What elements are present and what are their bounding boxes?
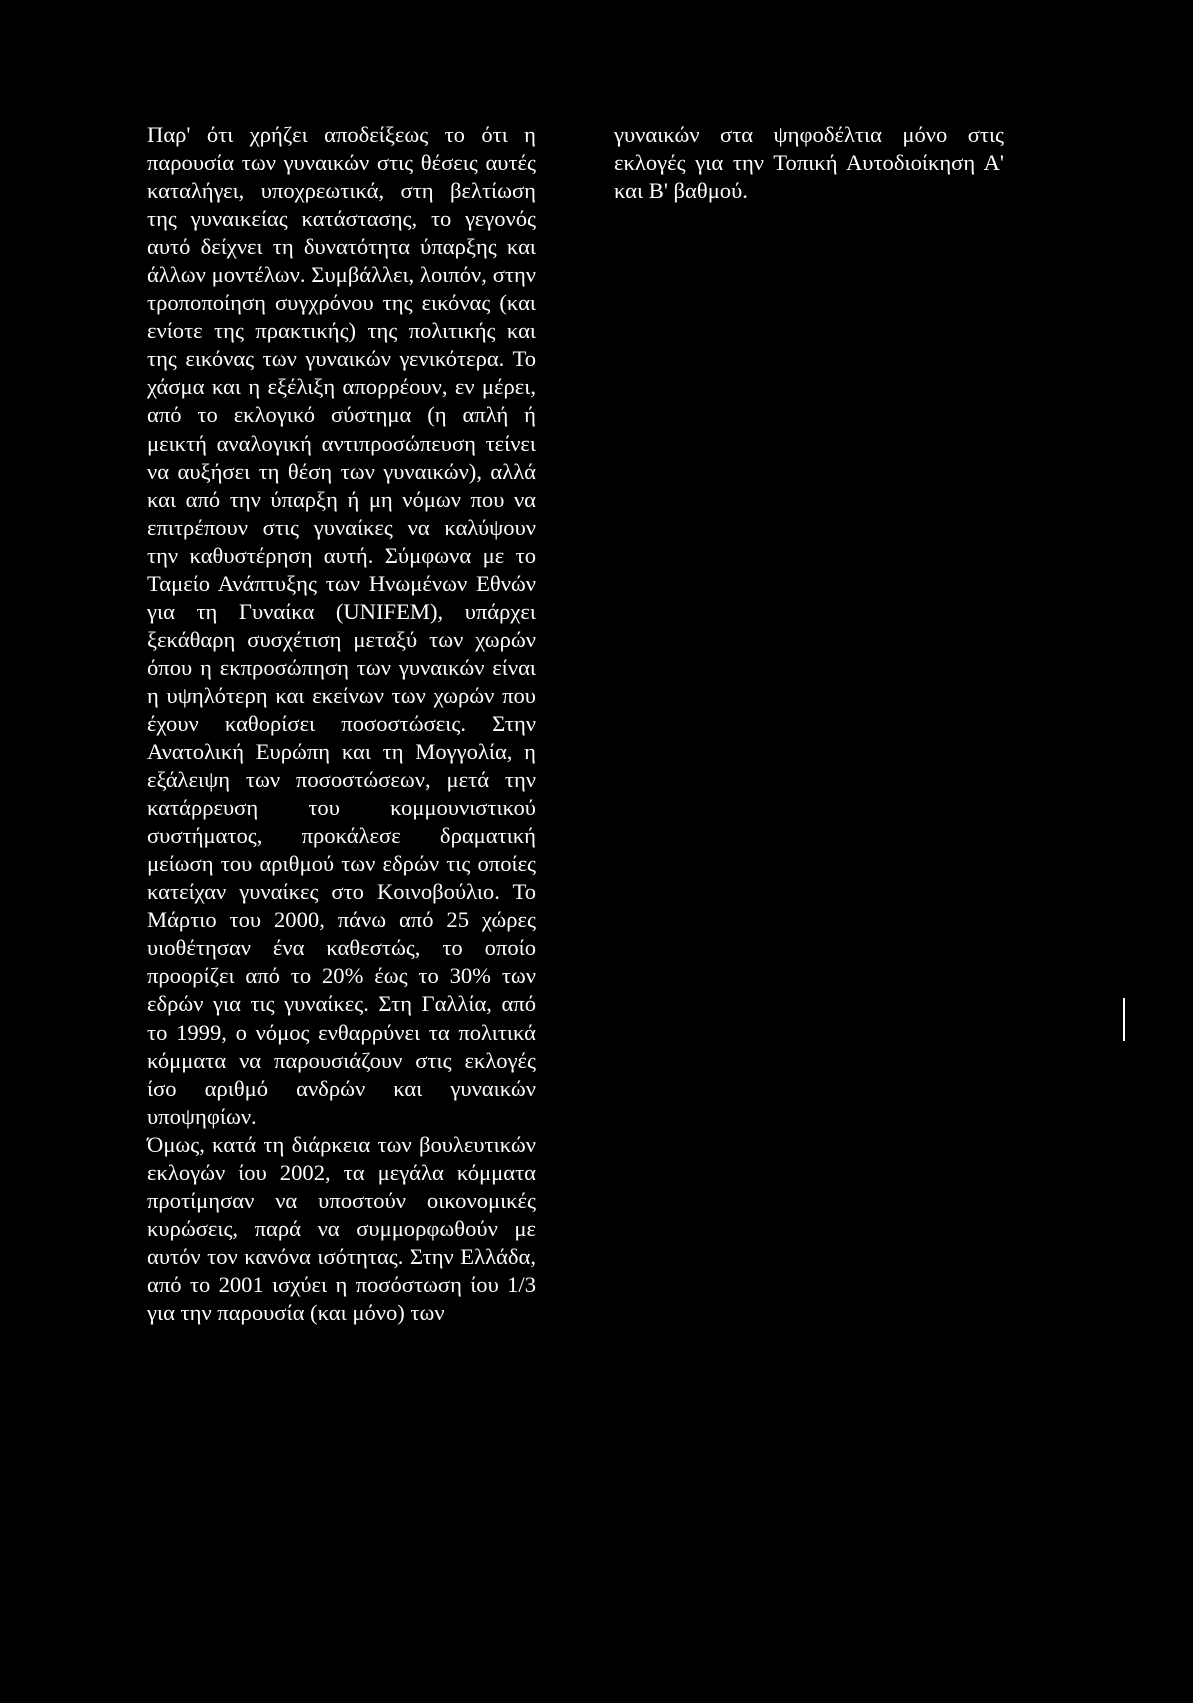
margin-line-mark: [1123, 998, 1125, 1041]
body-paragraph: Παρ' ότι χρήζει αποδείξεως το ότι η παρουσία των γυναικών στις θέσεις αυτές καταλήγει, υποχρεωτικά, στη βελτίωση της γυναικείας κατάστασης, το γεγονός αυτό δείχνει τη δυνατότητα ύπαρξης και άλλων μοντέλων. Συμβάλλει, λοιπόν, στην τροποποίηση συγχρόνου της εικόνας (και ενίοτε της πρακτικής) της πολιτικής και της εικόνας των γυναικών γενικότερα. Το χάσμα και η εξέλιξη απορρέουν, εν μέρει, από το εκλογικό σύστημα (η απλή ή μεικτή αναλογική αντιπροσώπευση τείνει να αυξήσει τη θέση των γυναικών), αλλά και από την ύπαρξη ή μη νόμων που να επιτρέπουν στις γυναίκες να καλύψουν την καθυστέρηση αυτή. Σύμφωνα με το Ταμείο Ανάπτυξης των Ηνωμένων Εθνών για τη Γυναίκα (UNIFEM), υπάρχει ξεκάθαρη συσχέτιση μεταξύ των χωρών όπου η εκπροσώπηση των γυναικών είναι η υψηλότερη και εκείνων των χωρών που έχουν καθορίσει ποσοστώσεις. Στην Ανατολική Ευρώπη και τη Μογγολία, η εξάλειψη των ποσοστώσεων, μετά την κατάρρευση του κομμουνιστικού συστήματος, προκάλεσε δραματική μείωση του αριθμού των εδρών τις οποίες κατείχαν γυναίκες στο Κοινοβούλιο. Το Μάρτιο του 2000, πάνω από 25 χώρες υιοθέτησαν ένα καθεστώς, το οποίο προορίζει από το 20% έως το 30% των εδρών για τις γυναίκες. Στη Γαλλία, από το 1999, ο νόμος ενθαρρύνει τα πολιτικά κόμματα να παρουσιάζουν στις εκλογές ίσο αριθμό ανδρών και γυναικών υποψηφίων.: [147, 122, 536, 1129]
right-text-column: [614, 121, 1004, 205]
left-text-column: [147, 121, 536, 1327]
body-paragraph: Όμως, κατά τη διάρκεια των βουλευτικών εκλογών ίου 2002, τα μεγάλα κόμματα προτίμησαν να υποστούν οικονομικές κυρώσεις, παρά να συμμορφωθούν με αυτόν τον κανόνα ισότητας. Στην Ελλάδα, από το 2001 ισχύει η ποσόστωση ίου 1/3 για την παρουσία (και μόνο) των: [147, 1131, 536, 1325]
body-paragraph: γυναικών στα ψηφοδέλτια μόνο στις εκλογές για την Τοπική Αυτοδιοίκηση Α' και Β' βαθμού.: [614, 122, 1004, 204]
